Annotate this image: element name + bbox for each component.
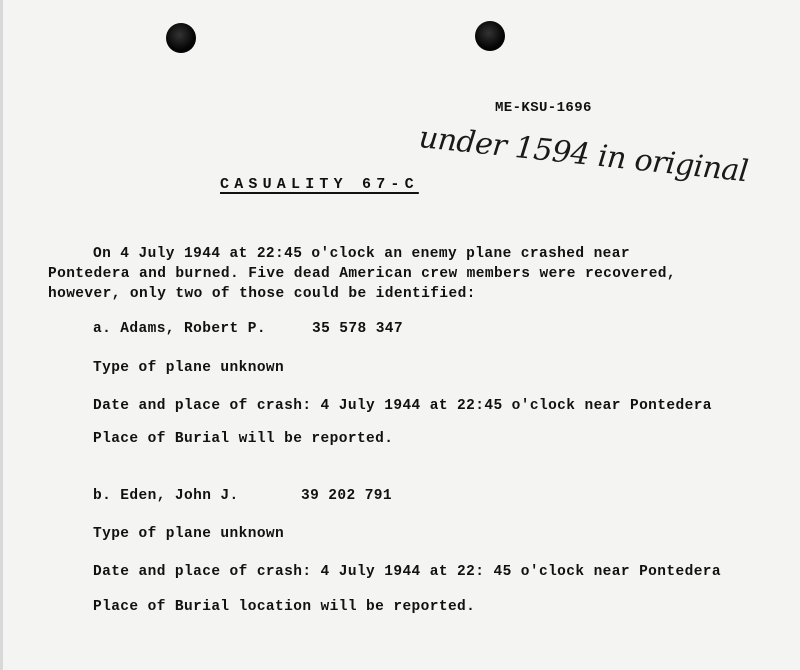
plane-type: Type of plane unknown <box>93 526 285 542</box>
casualty-serial: 35 578 347 <box>312 321 404 337</box>
casualty-serial: 39 202 791 <box>301 488 393 504</box>
casualty-name: a. Adams, Robert P. <box>93 321 266 337</box>
document-title: CASUALITY 67-C <box>220 176 419 193</box>
handwritten-note: under 1594 in original <box>417 120 750 190</box>
punch-hole <box>166 23 196 53</box>
burial-place: Place of Burial location will be reported. <box>93 599 476 615</box>
paragraph-line: On 4 July 1944 at 22:45 o'clock an enemy plane crashed near <box>93 246 630 262</box>
paragraph-line: however, only two of those could be identified: <box>48 286 476 302</box>
crash-details: Date and place of crash: 4 July 1944 at 22: 45 o'clock near Pontedera <box>93 564 721 580</box>
casualty-name: b. Eden, John J. <box>93 488 239 504</box>
plane-type: Type of plane unknown <box>93 360 285 376</box>
burial-place: Place of Burial will be reported. <box>93 431 394 447</box>
crash-details: Date and place of crash: 4 July 1944 at 22:45 o'clock near Pontedera <box>93 398 712 414</box>
paragraph-line: Pontedera and burned. Five dead American crew members were recovered, <box>48 266 676 282</box>
punch-hole <box>475 21 505 51</box>
document-number: ME-KSU-1696 <box>495 100 592 116</box>
